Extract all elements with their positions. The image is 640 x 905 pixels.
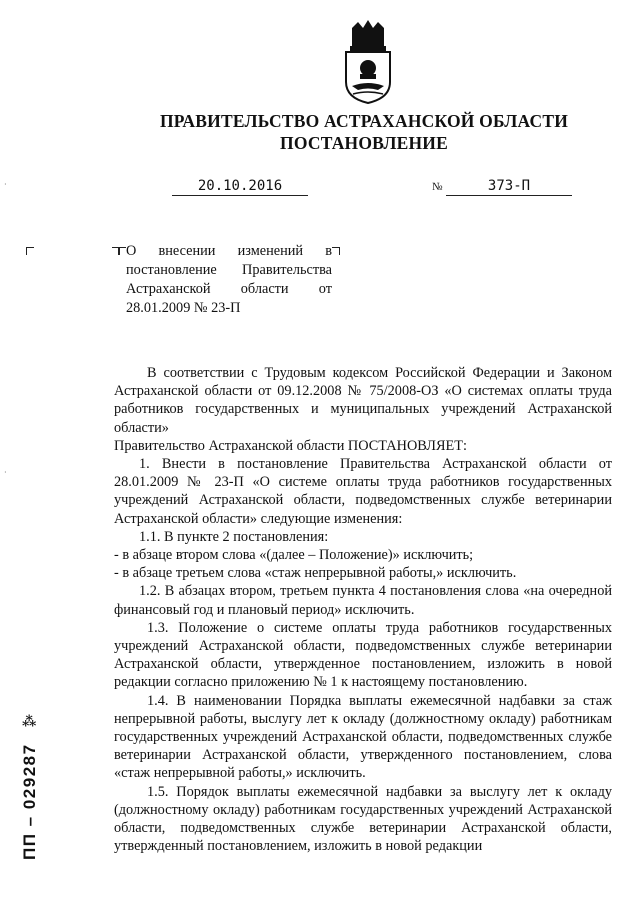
subject-line: О внесении изменений в — [126, 243, 332, 259]
document-date: 20.10.2016 — [172, 178, 308, 196]
clause-1-5: 1.5. Порядок выплаты ежемесячной надбавки за выслугу лет к окладу (должностному окладу) работникам государственных учреждений Астраханской области, подведомственных службе ветеринарии Астраханской области, утвержденный постановлением, изложить в новой редакции — [114, 783, 612, 855]
margin-tick: · — [4, 180, 7, 189]
organization-title: ПРАВИТЕЛЬСТВО АСТРАХАНСКОЙ ОБЛАСТИ — [159, 111, 569, 131]
subject-line: постановление Правительства — [126, 262, 332, 278]
decree-line: Правительство Астраханской области ПОСТАНОВЛЯЕТ: — [114, 437, 467, 454]
clause-1-3: 1.3. Положение о системе оплаты труда работников государственных учреждений Астраханской области, подведомственных службе ветеринарии Астраханской области, утвержденное постановлением, изложить в новой редакции согласно приложению № 1 к настоящему постановлению. — [114, 619, 612, 691]
clause-1-1-a: - в абзаце втором слова «(далее – Положение)» исключить; — [114, 547, 474, 564]
subject-bracket-inner-mark — [118, 247, 126, 255]
clause-1-1: 1.1. В пункте 2 постановления: — [139, 528, 329, 545]
clause-1-1-b: - в абзаце третьем слова «стаж непрерывной работы,» исключить. — [114, 565, 517, 582]
preamble-paragraph: В соответствии с Трудовым кодексом Российской Федерации и Законом Астраханской области от 09.12.2008 № 75/2008-ОЗ «О системах оплаты труда работников государственных и муниципальных учреждений Астраханской области» — [114, 365, 612, 436]
subject-bracket-right-mark — [332, 247, 340, 255]
document-body — [114, 364, 612, 855]
coat-of-arms-emblem — [338, 18, 398, 104]
seal-mark-icon: ⁂ — [22, 715, 37, 730]
document-type-title: ПОСТАНОВЛЕНИЕ — [280, 133, 448, 153]
number-label: № — [432, 181, 443, 193]
clause-1-2: 1.2. В абзацах втором, третьем пункта 4 постановления слова «на очередной финансовый год и плановый период» исключить. — [114, 583, 612, 618]
subject-line: 28.01.2009 № 23-П — [126, 300, 241, 316]
clause-1: 1. Внести в постановление Правительства Астраханской области от 28.01.2009 № 23-П «О системе оплаты труда работников государственных учреждений Астраханской области, подведомственных службе ветеринарии Астраханской области» следующие изменения: — [114, 456, 612, 527]
subject-line: Астраханской области от — [126, 281, 332, 297]
serial-number-stamp: ПП – 029287 — [20, 743, 39, 860]
clause-1-4: 1.4. В наименовании Порядка выплаты ежемесячной надбавки за стаж непрерывной работы, выслугу лет к окладу (должностному окладу) работникам государственных учреждений Астраханской области, подведомственных службе ветеринарии Астраханской области, утвержденного постановлением, слова «стаж непрерывной работы,» исключить. — [114, 692, 612, 782]
margin-corner-mark — [26, 247, 34, 255]
margin-tick: · — [4, 468, 7, 477]
document-subject — [126, 242, 332, 318]
document-number: 373-П — [446, 178, 572, 196]
